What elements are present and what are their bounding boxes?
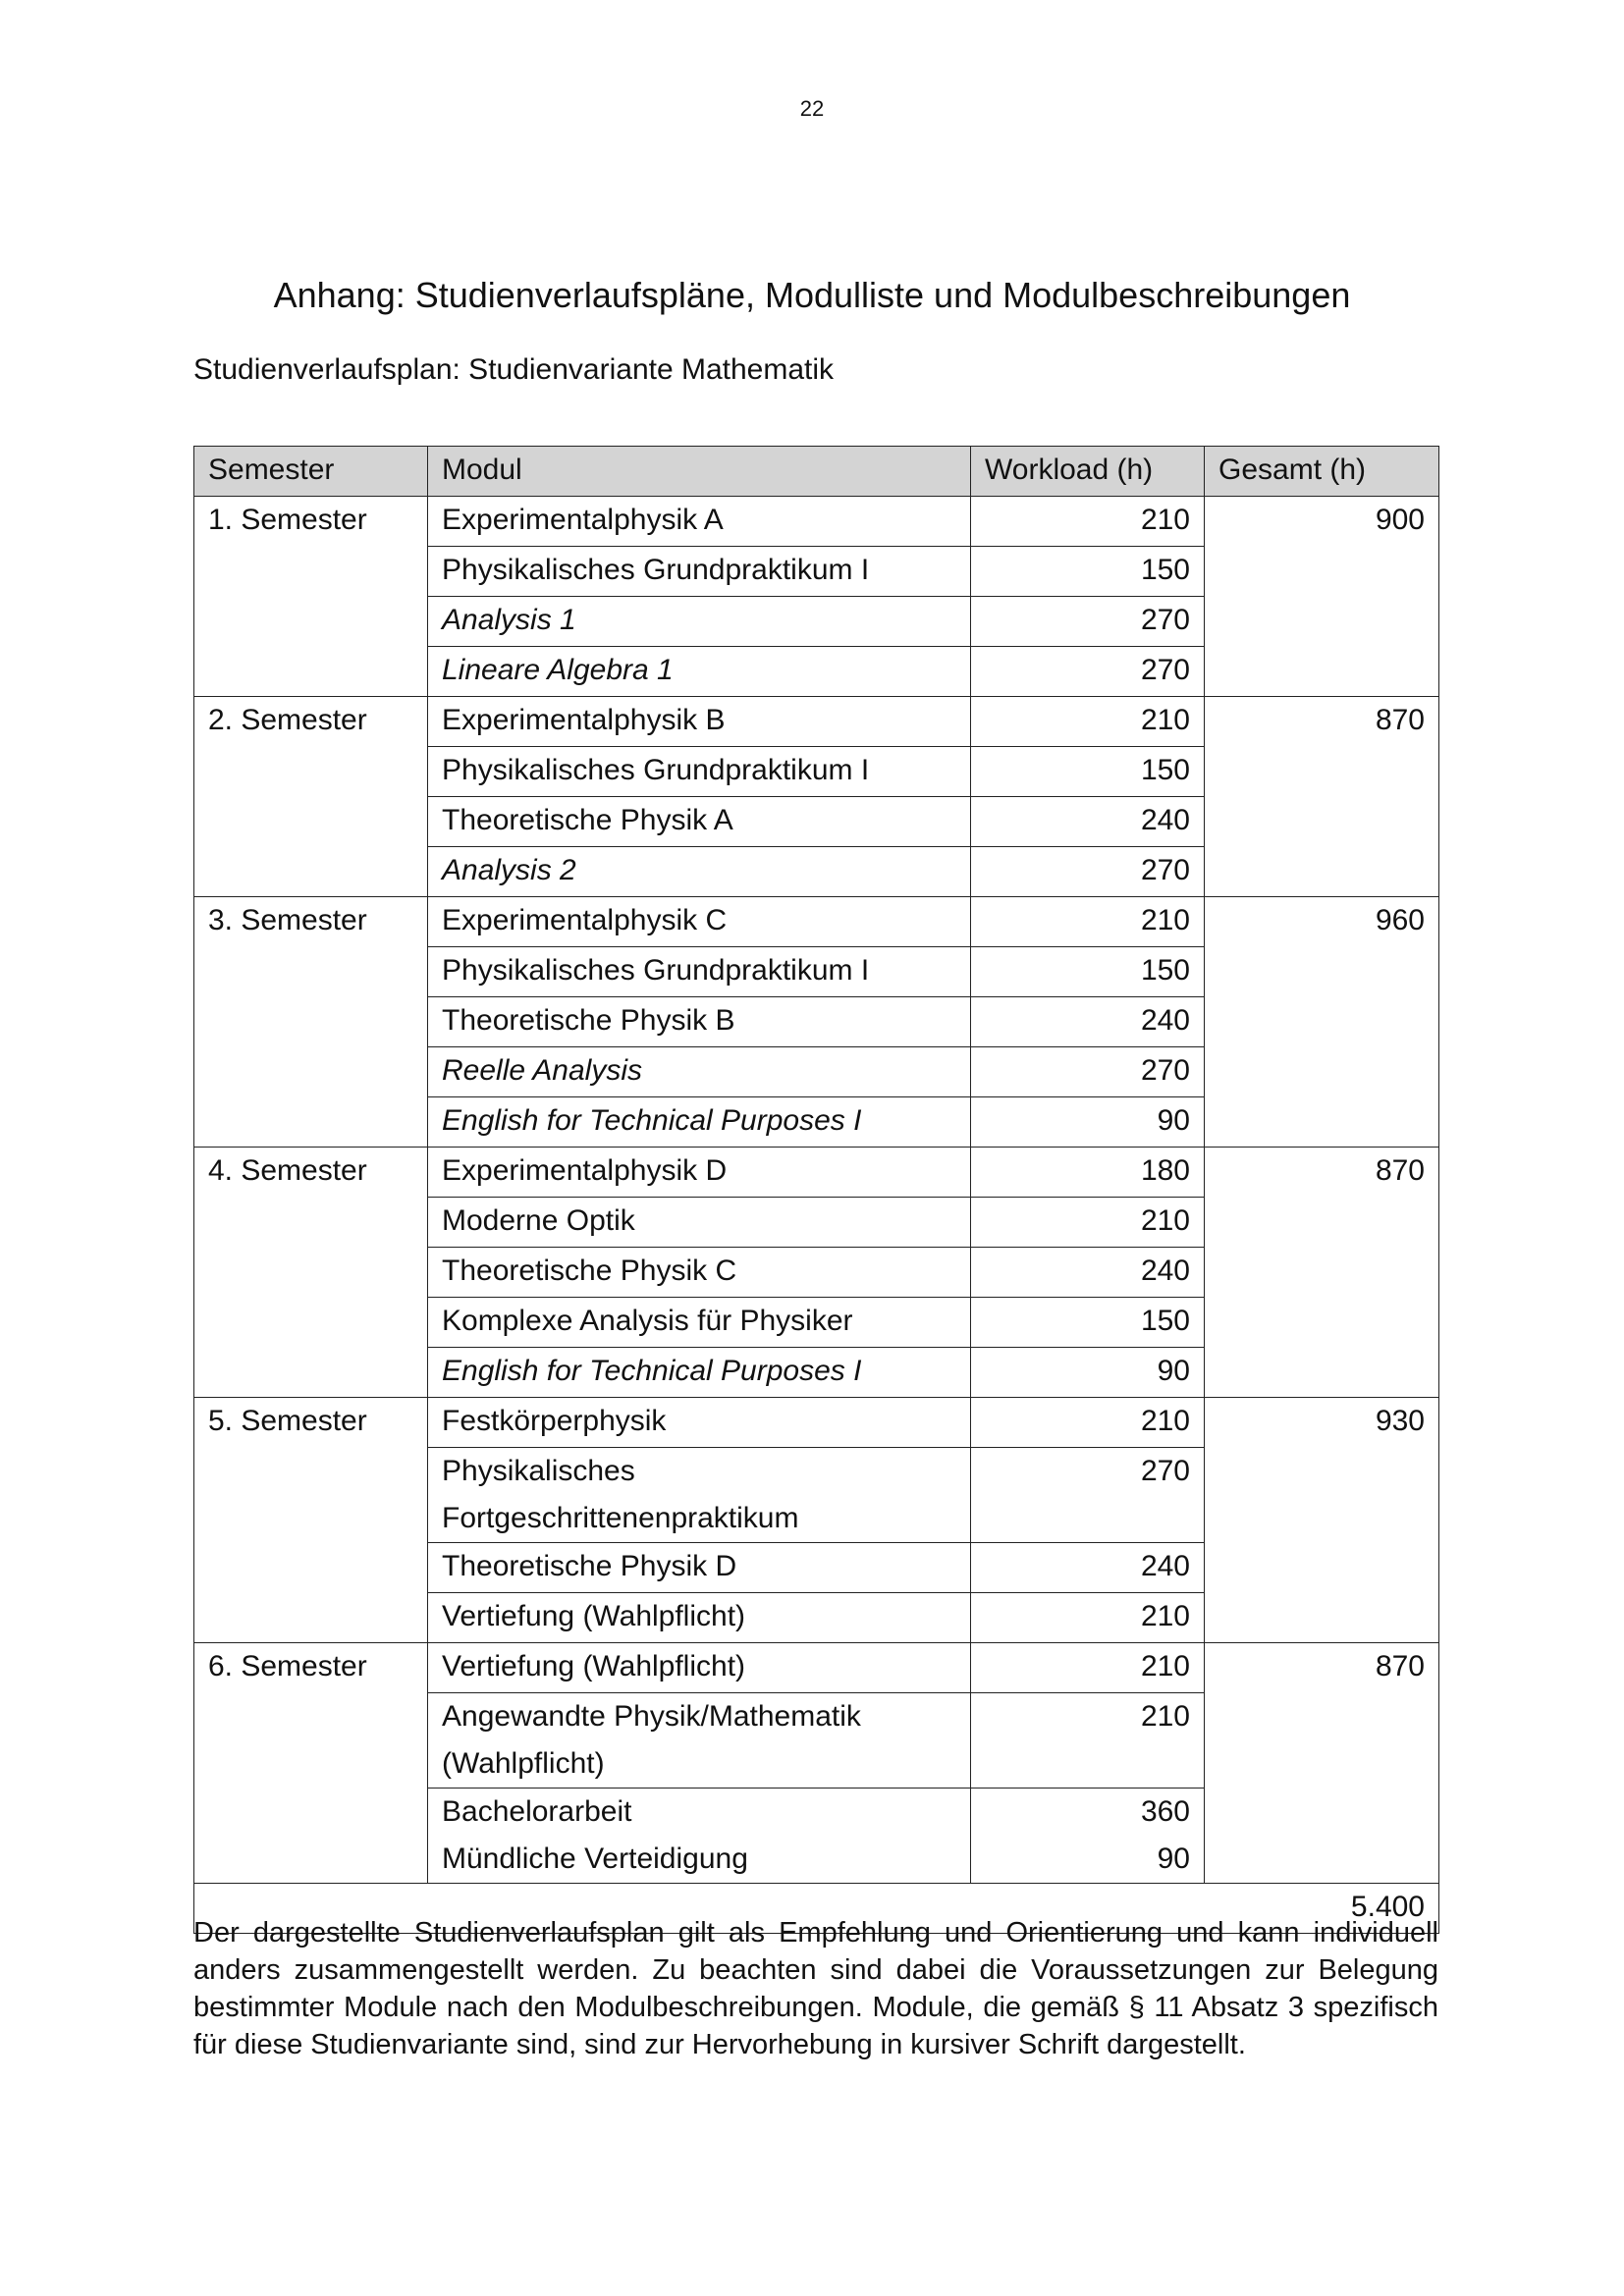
module-workload: 210 bbox=[971, 697, 1205, 747]
module-workload: 150 bbox=[971, 547, 1205, 597]
module-workload: 210 bbox=[971, 1198, 1205, 1248]
semester-total: 930 bbox=[1205, 1398, 1439, 1643]
semester-total: 900 bbox=[1205, 497, 1439, 697]
semester-total: 870 bbox=[1205, 1643, 1439, 1884]
module-workload: 270 bbox=[971, 647, 1205, 697]
module-name: Physikalisches Grundpraktikum I bbox=[428, 747, 971, 797]
module-workload: 270 bbox=[971, 847, 1205, 897]
module-name: Vertiefung (Wahlpflicht) bbox=[428, 1593, 971, 1643]
module-name: Bachelorarbeit bbox=[442, 1795, 632, 1828]
module-name: Mündliche Verteidigung bbox=[442, 1842, 748, 1875]
semester-total: 870 bbox=[1205, 1148, 1439, 1398]
module-name: Festkörperphysik bbox=[428, 1398, 971, 1448]
module-name: Analysis 1 bbox=[428, 597, 971, 647]
module-name: English for Technical Purposes I bbox=[428, 1097, 971, 1148]
table-row bbox=[194, 497, 1439, 547]
semester-label: 6. Semester bbox=[194, 1643, 428, 1884]
semester-total: 960 bbox=[1205, 897, 1439, 1148]
module-name: Lineare Algebra 1 bbox=[428, 647, 971, 697]
module-workload: 210 bbox=[971, 1593, 1205, 1643]
module-name: Physikalisches Grundpraktikum I bbox=[428, 547, 971, 597]
module-workload-stack bbox=[971, 1789, 1205, 1884]
module-workload: 150 bbox=[971, 1298, 1205, 1348]
module-workload: 90 bbox=[971, 1348, 1205, 1398]
module-workload: 90 bbox=[971, 1097, 1205, 1148]
page-number: 22 bbox=[799, 96, 825, 121]
module-name: Experimentalphysik A bbox=[428, 497, 971, 547]
module-workload: 210 bbox=[971, 1643, 1205, 1693]
module-name-stack bbox=[428, 1789, 971, 1884]
module-workload: 90 bbox=[1157, 1842, 1190, 1875]
section-subtitle: Studienverlaufsplan: Studienvariante Mathematik bbox=[193, 353, 835, 386]
module-workload: 240 bbox=[971, 797, 1205, 847]
module-workload: 210 bbox=[971, 1398, 1205, 1448]
module-workload: 150 bbox=[971, 947, 1205, 997]
table-row bbox=[194, 697, 1439, 747]
module-workload: 150 bbox=[971, 747, 1205, 797]
module-workload: 240 bbox=[971, 997, 1205, 1047]
module-name: Physikalisches Grundpraktikum I bbox=[428, 947, 971, 997]
module-workload: 180 bbox=[971, 1148, 1205, 1198]
module-workload: 360 bbox=[1140, 1795, 1190, 1828]
module-workload: 270 bbox=[971, 597, 1205, 647]
semester-label: 2. Semester bbox=[194, 697, 428, 897]
table-row bbox=[194, 897, 1439, 947]
page-title: Anhang: Studienverlaufspläne, Modulliste und Modulbeschreibungen bbox=[273, 275, 1351, 315]
table-header-row bbox=[194, 447, 1439, 497]
semester-label: 3. Semester bbox=[194, 897, 428, 1148]
table-row bbox=[194, 1398, 1439, 1448]
semester-label: 1. Semester bbox=[194, 497, 428, 697]
table-row bbox=[194, 1148, 1439, 1198]
module-name: Physikalisches Fortgeschrittenenpraktikum bbox=[428, 1448, 971, 1543]
table-row bbox=[194, 1643, 1439, 1693]
table-body bbox=[194, 497, 1439, 1884]
module-workload: 210 bbox=[971, 1693, 1205, 1789]
module-workload: 240 bbox=[971, 1248, 1205, 1298]
header-workload: Workload (h) bbox=[971, 447, 1205, 497]
module-name: Analysis 2 bbox=[428, 847, 971, 897]
module-name: Theoretische Physik C bbox=[428, 1248, 971, 1298]
module-name: Theoretische Physik A bbox=[428, 797, 971, 847]
semester-label: 5. Semester bbox=[194, 1398, 428, 1643]
module-name: Experimentalphysik D bbox=[428, 1148, 971, 1198]
module-workload: 210 bbox=[971, 897, 1205, 947]
grand-total: 5.400 bbox=[194, 1884, 1439, 1934]
module-name: Experimentalphysik B bbox=[428, 697, 971, 747]
module-name: Komplexe Analysis für Physiker bbox=[428, 1298, 971, 1348]
module-workload: 270 bbox=[971, 1448, 1205, 1543]
semester-label: 4. Semester bbox=[194, 1148, 428, 1398]
module-name: Theoretische Physik D bbox=[428, 1543, 971, 1593]
module-workload: 210 bbox=[971, 497, 1205, 547]
module-workload: 270 bbox=[971, 1047, 1205, 1097]
module-workload: 240 bbox=[971, 1543, 1205, 1593]
module-name: Vertiefung (Wahlpflicht) bbox=[428, 1643, 971, 1693]
header-gesamt: Gesamt (h) bbox=[1205, 447, 1439, 497]
module-name: Theoretische Physik B bbox=[428, 997, 971, 1047]
module-name: Moderne Optik bbox=[428, 1198, 971, 1248]
module-name: English for Technical Purposes I bbox=[428, 1348, 971, 1398]
module-name: Reelle Analysis bbox=[428, 1047, 971, 1097]
footnote-paragraph: Der dargestellte Studienverlaufsplan gilt als Empfehlung und Orientierung und kann individuell anders zusammengestellt werden. Zu beachten sind dabei die Voraussetzungen zur Belegung bestimmter Module nach den Modulbeschreibungen. Module, die gemäß § 11 Absatz 3 spezifisch für diese Studienvariante sind, sind zur Hervorhebung in kursiver Schrift dargestellt. bbox=[193, 1917, 1438, 2060]
study-plan-table bbox=[193, 446, 1439, 1934]
header-semester: Semester bbox=[194, 447, 428, 497]
header-modul: Modul bbox=[428, 447, 971, 497]
module-name: Angewandte Physik/Mathematik (Wahlpflicht) bbox=[428, 1693, 971, 1789]
semester-total: 870 bbox=[1205, 697, 1439, 897]
module-name: Experimentalphysik C bbox=[428, 897, 971, 947]
